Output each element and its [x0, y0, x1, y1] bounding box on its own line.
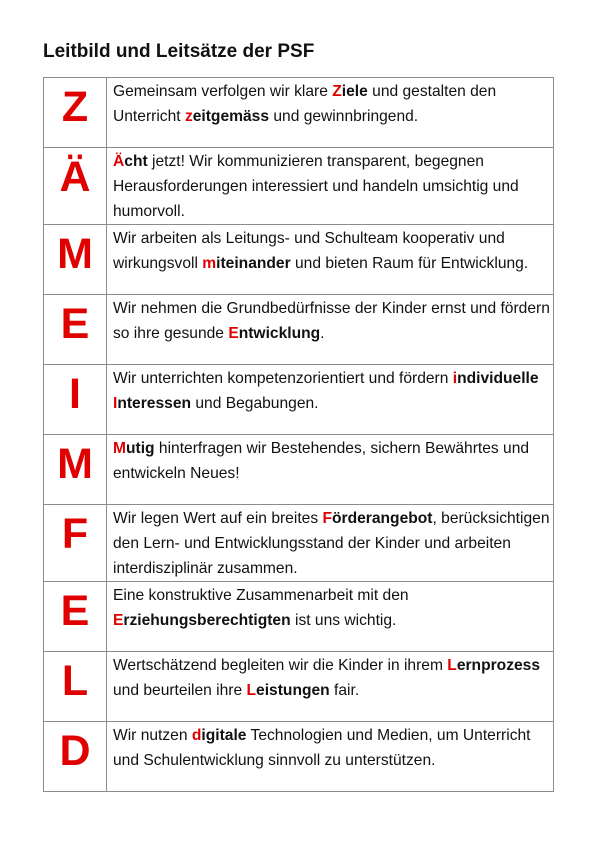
- acrostic-letter-cell: [44, 652, 107, 722]
- leitsatz-text: [107, 505, 553, 581]
- acrostic-letter-cell: [44, 148, 107, 225]
- leitsaetze-rows: [44, 78, 554, 792]
- leitsatz-text-cell: [107, 295, 554, 365]
- keyword-text: iele: [341, 83, 368, 100]
- text-segment: Technologien und Medien, um Unterricht und Schulentwicklung sinnvoll zu unterstützen.: [113, 727, 531, 769]
- leitsatz-row: [44, 225, 554, 295]
- acrostic-letter-cell: [44, 582, 107, 652]
- acrostic-letter: L: [61, 657, 89, 705]
- text-segment: und beurteilen ihre: [113, 682, 247, 699]
- leitsatz-text-cell: [107, 435, 554, 505]
- leitsatz-row: [44, 722, 554, 792]
- keyword-text: igitale: [201, 727, 247, 744]
- leitsatz-text: [107, 435, 553, 486]
- leitsatz-row: [44, 365, 554, 435]
- leitsatz-row: [44, 78, 554, 148]
- leitsatz-row: [44, 148, 554, 225]
- acrostic-letter: E: [60, 587, 90, 635]
- keyword-text: ernprozess: [456, 657, 541, 674]
- keyword-text: utig: [126, 440, 155, 457]
- acrostic-letter: I: [69, 370, 81, 418]
- leitsatz-row: [44, 295, 554, 365]
- leitsatz-text-cell: [107, 365, 554, 435]
- acrostic-letter-cell: [44, 365, 107, 435]
- text-segment: und Begabungen.: [191, 395, 319, 412]
- text-segment: .: [320, 325, 325, 342]
- highlight-letter: L: [246, 682, 257, 699]
- acrostic-letter-cell: [44, 722, 107, 792]
- leitsatz-text-cell: [107, 225, 554, 295]
- acrostic-letter-cell: [44, 225, 107, 295]
- highlight-letter: M: [113, 440, 126, 457]
- page-title: Leitbild und Leitsätze der PSF: [43, 41, 315, 62]
- keyword-text: örderangebot: [331, 510, 433, 527]
- highlight-letter: E: [113, 612, 124, 629]
- acrostic-letter-cell: [44, 78, 107, 148]
- highlight-letter: I: [113, 395, 118, 412]
- leitsatz-row: [44, 582, 554, 652]
- text-segment: Wir nehmen die Grundbedürfnisse der Kinder ernst und fördern so ihre gesunde: [113, 300, 550, 342]
- highlight-letter: E: [228, 325, 239, 342]
- acrostic-letter: M: [57, 230, 93, 278]
- highlight-letter: L: [447, 657, 457, 674]
- text-segment: Wir nutzen: [113, 727, 192, 744]
- leitsatz-text: [107, 722, 553, 773]
- keyword-text: ndividuelle: [457, 370, 539, 387]
- leitsaetze-table: [43, 77, 554, 792]
- leitsatz-text: [107, 148, 553, 224]
- text-segment: ist uns wichtig.: [290, 612, 397, 629]
- acrostic-letter: F: [61, 510, 89, 558]
- leitsatz-row: [44, 505, 554, 582]
- leitsatz-text-cell: [107, 148, 554, 225]
- text-segment: jetzt! Wir kommunizieren transparent, begegnen Herausforderungen interessiert und handeln umsichtig und humorvoll.: [113, 153, 519, 220]
- text-segment: Wir unterrichten kompetenzorientiert und fördern: [113, 370, 453, 387]
- acrostic-letter: D: [59, 727, 91, 775]
- highlight-letter: z: [184, 108, 193, 125]
- leitsatz-row: [44, 435, 554, 505]
- highlight-letter: m: [202, 255, 217, 272]
- leitsatz-text-cell: [107, 582, 554, 652]
- acrostic-letter: Ä: [59, 153, 91, 201]
- keyword-text: nteressen: [117, 395, 192, 412]
- leitsatz-text: [107, 652, 553, 703]
- text-segment: Wir arbeiten als Leitungs- und Schulteam kooperativ und wirkungsvoll: [113, 230, 505, 272]
- text-segment: hinterfragen wir Bestehendes, sichern Bewährtes und entwickeln Neues!: [113, 440, 530, 482]
- acrostic-letter: E: [60, 300, 90, 348]
- leitsatz-text: [107, 582, 553, 633]
- text-segment: Wir legen Wert auf ein breites: [113, 510, 323, 527]
- leitsatz-text-cell: [107, 652, 554, 722]
- acrostic-letter: M: [57, 440, 93, 488]
- leitsatz-text: [107, 78, 553, 129]
- text-segment: Gemeinsam verfolgen wir klare: [113, 83, 333, 100]
- text-segment: , berücksichtigen den Lern- und Entwicklungsstand der Kinder und arbeiten interdisziplinär zusammen.: [113, 510, 550, 577]
- highlight-letter: Z: [332, 83, 342, 100]
- leitsatz-text-cell: [107, 505, 554, 582]
- leitsatz-text: [107, 365, 553, 416]
- leitsatz-text: [107, 225, 553, 276]
- acrostic-letter-cell: [44, 505, 107, 582]
- leitsatz-row: [44, 652, 554, 722]
- text-segment: Wertschätzend begleiten wir die Kinder in ihrem: [113, 657, 448, 674]
- text-segment: und bieten Raum für Entwicklung.: [290, 255, 529, 272]
- text-segment: und gestalten den Unterricht: [113, 83, 497, 125]
- highlight-letter: i: [452, 370, 458, 387]
- highlight-letter: Ä: [113, 153, 125, 170]
- acrostic-letter: Z: [61, 83, 89, 131]
- keyword-text: ntwicklung: [238, 325, 321, 342]
- acrostic-letter-cell: [44, 295, 107, 365]
- keyword-text: iteinander: [216, 255, 291, 272]
- highlight-letter: F: [322, 510, 332, 527]
- keyword-text: rziehungsberechtigten: [123, 612, 291, 629]
- acrostic-letter-cell: [44, 435, 107, 505]
- keyword-text: eistungen: [256, 682, 330, 699]
- text-segment: Eine konstruktive Zusammenarbeit mit den: [113, 587, 409, 604]
- leitsatz-text-cell: [107, 78, 554, 148]
- highlight-letter: d: [191, 727, 202, 744]
- leitsatz-text: [107, 295, 553, 346]
- leitsatz-text-cell: [107, 722, 554, 792]
- keyword-text: eitgemäss: [192, 108, 270, 125]
- text-segment: und gewinnbringend.: [269, 108, 419, 125]
- text-segment: fair.: [329, 682, 360, 699]
- keyword-text: cht: [124, 153, 148, 170]
